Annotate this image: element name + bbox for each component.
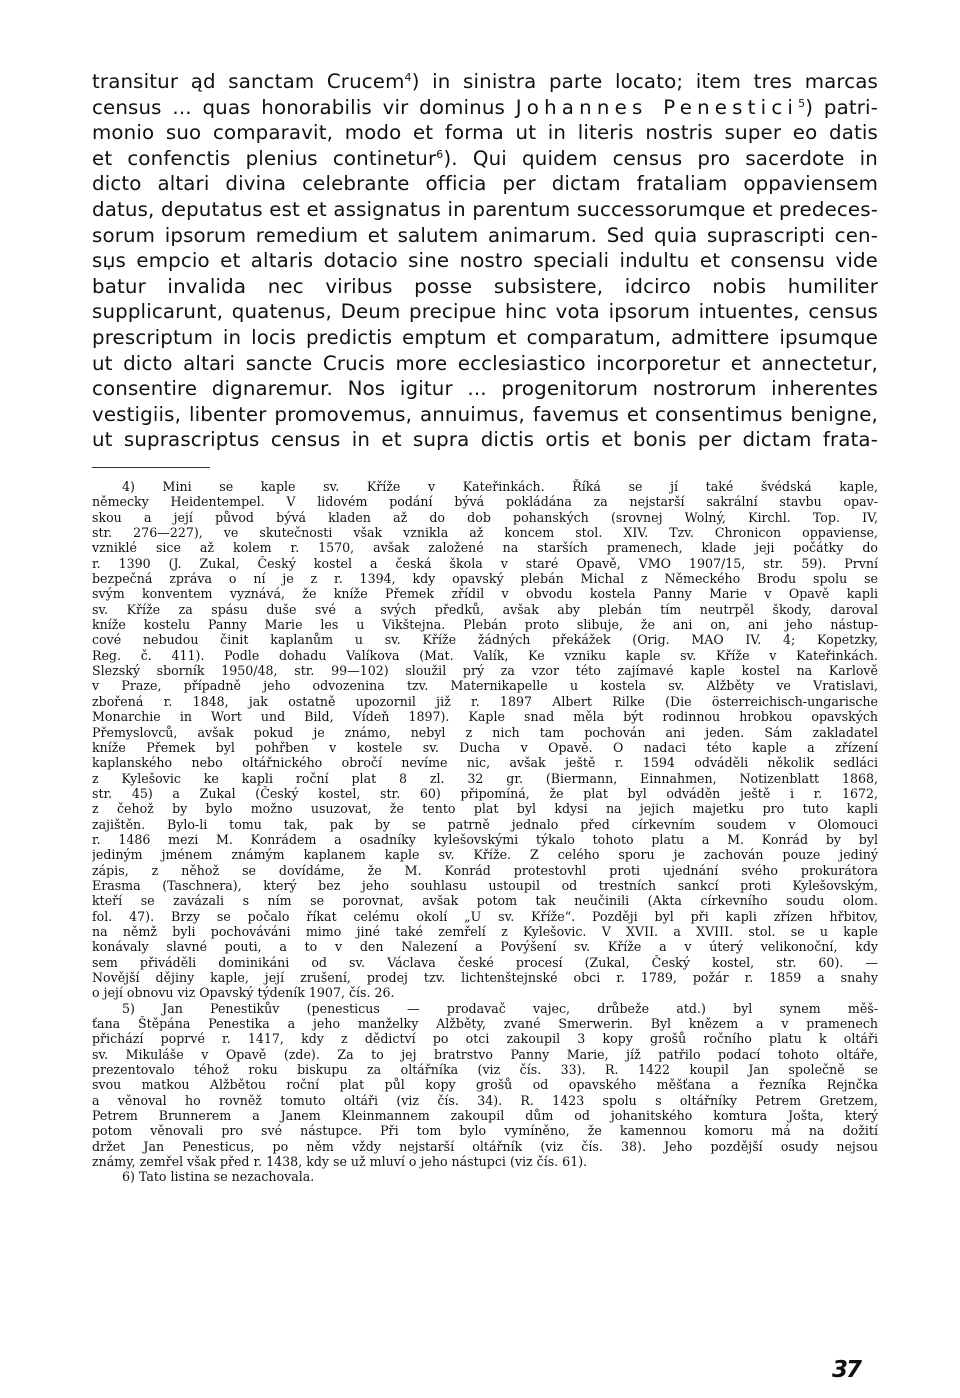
footnote-line: prezentovalo téhož roku biskupu za oltářníka (viz čís. 33). R. 1422 koupil Jan společně se bbox=[92, 1062, 878, 1078]
footnote-line: 6) Tato listina se nezachovala. bbox=[122, 1169, 315, 1185]
footnote-line: zajištěn. Bylo-li tomu tak, pak by se patrně jednalo před církevním soudem v Olomouci bbox=[92, 816, 878, 832]
footnote-line: zbořená r. 1848, jak ostatně upozornil již r. 1897 Albert Rilke (Die österreichisch-ungarische bbox=[92, 693, 878, 709]
page-number: 37 bbox=[832, 1357, 861, 1383]
footnote-line: cové nebudou činit kaplanům u sv. Kříže žádných překážek (Orig. MAO IV. 4; Kopetzky, bbox=[92, 632, 878, 648]
footnote-line: Petrem Brunnerem a Janem Kleinmannem zakoupil dům od johanitského komtura Jošta, který bbox=[92, 1108, 878, 1124]
main-line: datus, deputatus est et assignatus in parentum successorumque et predeces- bbox=[92, 197, 878, 221]
footnote-line: svým konventem vyznává, že kníže Přemek zřídil v obvodu kostela Panny Marie v Opavě kapli bbox=[92, 586, 878, 602]
footnote-line: Přemyslovců, avšak pokud je známo, nebyl z nich tam pochován ani jeden. Sám zakladatel bbox=[92, 724, 878, 740]
footnote-line: fol. 47). Brzy se počalo říkat celému okolí „U sv. Kříže“. Později byl při kapli zřízen hřbitov, bbox=[92, 908, 878, 924]
footnote-line: bezpečná zpráva o ní je z r. 1394, kdy opavský plebán Michal z Německého Brodu spolu se bbox=[92, 571, 878, 587]
footnotes bbox=[92, 479, 878, 1185]
footnote-line: Reg. č. 411). Podle dohadu Valíkova (Mat. Valík, Ke vzniku kaple sv. Kříže v Kateřinkách. bbox=[92, 647, 878, 663]
footnote-line: sem přiváděli dominikáni od sv. Václava české procesí (Zukal, Český kostel, str. 60). — bbox=[92, 954, 878, 970]
footnote-line: svou matkou Alžbětou roční plat půl kopy grošů od opavského měšťana a řezníka Rejnčka bbox=[92, 1077, 878, 1093]
main-latin-text bbox=[92, 69, 878, 453]
footnote-line: v Praze, případně jeho odvozenina tzv. Maternikapelle u kostela sv. Alžběty ve Vratislavi, bbox=[92, 678, 878, 694]
footnote-line: str. 45) a Zukal (Český kostel, str. 60) připomíná, že plat byl odváděn ještě i r. 1672, bbox=[92, 785, 878, 801]
footnote-line: německy Heidentempel. V lidovém podání bývá pokládána za nejstarší sakrální stavbu opav- bbox=[92, 494, 878, 510]
main-line: consentire dignaremur. Nos igitur ... progenitorum nostrorum inherentes bbox=[92, 377, 878, 401]
main-line: vestigiis, libenter promovemus, annuimus, favemus et consentimus benigne, bbox=[92, 402, 878, 426]
footnote-line: kníže kostelu Panny Marie les u Vikštejna. Plebán proto slibuje, že ani on, ani jeho nástup- bbox=[92, 617, 878, 633]
main-line: census ... quas honorabilis vir dominus Johannes Penestici$^5$) patri- bbox=[92, 95, 878, 119]
footnote-line: na němž byli pochováváni mimo jiné také zemřelí z Kylešovic. V XVII. a XVIII. stol. se u kaple bbox=[92, 923, 878, 939]
footnote-line: známy, zemřel však před r. 1438, kdy se už mluví o jeho nástupci (viz čís. 61). bbox=[92, 1154, 588, 1170]
footnote-line: Erasma (Taschnera), který bez jeho souhlasu ustoupil od trestních sankcí proti Kylešovským, bbox=[92, 877, 878, 893]
main-line: et confenctis plenius continetur$^6$). Qui quidem census pro sacerdote in bbox=[92, 146, 878, 170]
footnote-line: jediným jménem známým kaplanem kaple sv. Kříže. Z celého sporu je zachován pouze jediný bbox=[92, 847, 878, 863]
footnote-line: 4) Mini se kaple sv. Kříže v Kateřinkách. Říká se jí také švédská kaple, bbox=[122, 479, 878, 494]
footnote-line: skou a její původ bývá kladen až do dob pohanských (srovnej Wolný, Kirchl. Top. IV, bbox=[92, 509, 878, 525]
footnote-line: potom věnovali pro své nástupce. Při tom bylo vymíněno, že kamennou komoru má na dožití bbox=[92, 1123, 878, 1139]
footnote-separator bbox=[92, 467, 210, 468]
footnote-line: Novější dějiny kaple, její zrušení, prodej tzv. lichtenštejnské obci r. 1789, požár r. 1859 a snahy bbox=[92, 970, 878, 985]
footnote-line: přichází poprvé r. 1417, kdy z dědictví po otci zakoupil 3 kopy grošů ročního platu k oltáři bbox=[92, 1031, 878, 1047]
main-line: ut dicto altari sancte Crucis more ecclesiastico incorporetur et annectetur, bbox=[92, 351, 878, 375]
footnote-line: konávaly slavné pouti, a to v den Nalezení a Povýšení sv. Kříže a v úterý velikonoční, kdy bbox=[92, 939, 878, 955]
main-line: dicto altari divina celebrante officia per dictam frataliam oppaviensem bbox=[92, 172, 878, 196]
main-line: supplicarunt, quatenus, Deum precipue hinc vota ipsorum intuentes, census bbox=[92, 300, 878, 324]
footnote-line: r. 1390 (J. Zukal, Český kostel a česká škola v staré Opavě, VMO 1907/15, str. 59). První bbox=[92, 555, 878, 571]
footnote-line: sv. Mikuláše v Opavě (zde). Za to jej bratrstvo Panny Marie, jíž patřilo podací tohoto oltáře, bbox=[92, 1046, 878, 1062]
footnote-line: str. 276—227), ve skutečnosti však vznikla až koncem stol. XIV. Tzv. Chronicon oppaviense, bbox=[92, 525, 878, 541]
footnote-line: Slezský sborník 1950/48, str. 99—102) sloužil prý za vzor této zajímavé kaple kostel na Karlově bbox=[92, 663, 878, 679]
footnote-line: kníže Přemek byl pohřben v kostele sv. Ducha v Opavě. O nadaci této kaple a zřízení bbox=[92, 739, 878, 755]
main-line: prescriptum in locis predictis emptum et comparatum, admittere ipsumque bbox=[92, 325, 878, 349]
footnote-line: z čehož by bylo možno usuzovat, že tento plat byl kdysi na jejich majetku pro tuto kapli bbox=[92, 801, 878, 817]
footnote-line: r. 1486 mezi M. Konrádem a osadníky kylešovskými týkalo tohoto platu a M. Konrád by byl bbox=[92, 831, 878, 847]
footnote-line: kaplanského nebo oltářnického obročí nevíme nic, avšak ještě r. 1594 odváděli několik sedláci bbox=[92, 755, 878, 771]
footnote-line: z Kylešovic ke kapli roční plat 8 zl. 32 gr. (Biermann, Einnahmen, Notizenblatt 1868, bbox=[92, 770, 878, 786]
footnote-line: držet Jan Penesticus, po něm vždy nejstarší oltářník (viz čís. 38). Jeho pozdější osudy nejsou bbox=[92, 1138, 878, 1154]
footnote-line: o její obnovu viz Opavský týdeník 1907, čís. 26. bbox=[92, 985, 395, 1001]
footnote-line: Monarchie in Wort und Bild, Vídeň 1897). Kaple snad měla být rodinnou hrobkou opavských bbox=[92, 709, 878, 725]
footnote-line: zápis, z něhož se dovídáme, že M. Konrád protestovhl proti ujednání svého prokurátora bbox=[92, 862, 878, 878]
main-line: batur invalida nec viribus posse subsistere, idcirco nobis humiliter bbox=[92, 274, 878, 298]
main-line: sџs empcio et altaris dotacio sine nostro speciali indultu et consensu vide bbox=[92, 249, 878, 273]
footnote-line: 5) Jan Penestikův (penesticus — prodavač vajec, drůbeže atd.) byl synem měš- bbox=[122, 1000, 878, 1016]
main-line: sorum ipsorum remedium et salutem animarum. Sed quia suprascripti cen- bbox=[92, 223, 878, 247]
footnote-line: sv. Kříže za spásu duše své a svých předků, avšak aby plebán tím neutrpěl škody, daroval bbox=[92, 601, 878, 617]
footnote-line: ťana Štěpána Penestika a jeho manželky Alžběty, zvané Smerwerin. Byl knězem a v pramenech bbox=[92, 1016, 878, 1032]
person-name-spaced: Johannes Penestici bbox=[515, 95, 799, 119]
footnote-line: kteří se zavázali s ním se porovnat, avšak potom tak neučinili (Akta církevního soudu olom. bbox=[92, 893, 878, 909]
main-line: ut suprascriptus census in et supra dictis ortis et bonis per dictam frata- bbox=[92, 428, 878, 452]
main-line: transitur ąd sanctam Crucem$^4$) in sinistra parte locato; item tres marcas bbox=[92, 70, 878, 93]
footnote-line: vzniklé sice až kolem r. 1570, avšak založené na starších pramenech, klade jeji počátky do bbox=[92, 540, 878, 556]
footnote-line: a věnoval ho rovněž tomuto oltáři (viz čís. 34). R. 1423 spolu s oltářníky Petrem Gretzem, bbox=[92, 1092, 878, 1108]
main-line: monio suo comparavit, modo et forma ut in literis nostris super eo datis bbox=[92, 121, 878, 145]
